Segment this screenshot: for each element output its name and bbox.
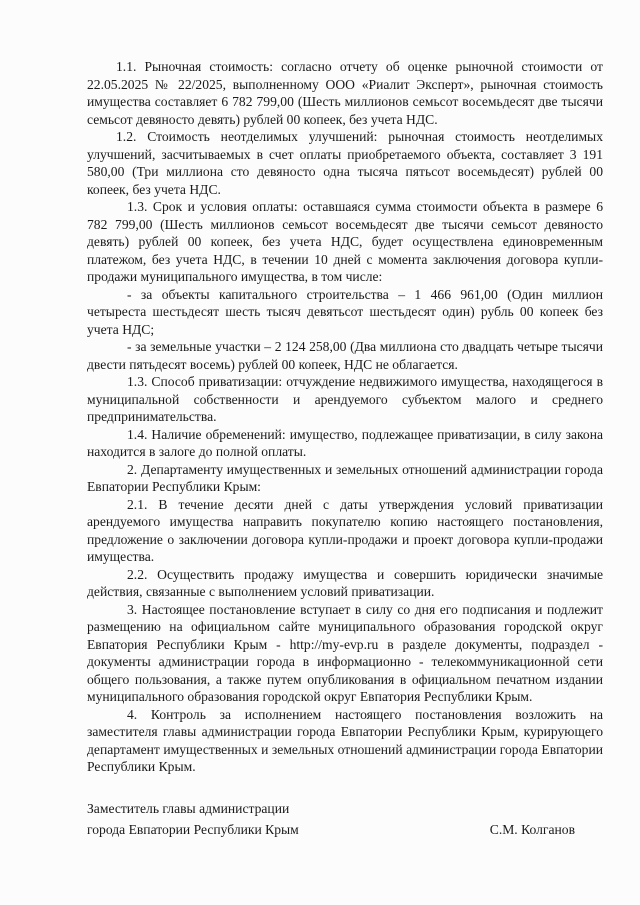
paragraph-1-2: 1.2. Стоимость неотделимых улучшений: рыночная стоимость неотделимых улучшений, засчитываемых в счет оплаты приобретаемого объекта, составляет 3 191 580,00 (Три миллиона сто девяносто одна тысяча пятьсот восемьдесят) рублей 00 копеек, без учета НДС. [87,129,603,197]
paragraph-4: 4. Контроль за исполнением настоящего постановления возложить на заместителя главы администрации города Евпатории Республики Крым, курирующего департамент имущественных и земельных отношений администрации города Евпатории Республики Крым. [87,706,603,774]
paragraph-2: 2. Департаменту имущественных и земельных отношений администрации города Евпатории Республики Крым: [87,461,603,494]
paragraph-1-4: 1.4. Наличие обременений: имущество, подлежащее приватизации, в силу закона находится в залоге до полной оплаты. [87,426,603,459]
paragraph-3: 3. Настоящее постановление вступает в силу со дня его подписания и подлежит размещению на официальном сайте муниципального образования городской округ Евпатория Республики Крым - http://my-evp.ru в разделе документы, подраздел - документы администрации города в информационно - телекоммуникационной сети общего пользования, а также путем опубликования в официальном печатном издании муниципального образования городской округ Евпатория Республики Крым. [87,601,603,704]
paragraph-1-3-payment: 1.3. Срок и условия оплаты: оставшаяся сумма стоимости объекта в размере 6 782 799,00 (Шесть миллионов семьсот восемьдесят две тысячи семьсот девяносто девять) рублей 00 копеек, без учета НДС, будет осуществлена единовременным платежом, без учета НДС, в течении 10 дней с момента заключения договора купли-продажи муниципального имущества, в том числе: [87,199,603,284]
paragraph-land-plots: - за земельные участки – 2 124 258,00 (Два миллиона сто двадцать четыре тысячи двести пятьдесят восемь) рублей 00 копеек, НДС не облагается. [87,339,603,372]
signatory-position-line2: города Евпатории Республики Крым [87,822,299,837]
paragraph-1-1: 1.1. Рыночная стоимость: согласно отчету об оценке рыночной стоимости от 22.05.2025 № 22/2025, выполненному ООО «Риалит Эксперт», рыночная стоимость имущества составляет 6 782 799,00 (Шесть миллионов семьсот восемьдесят две тысячи семьсот девяносто девять) рублей 00 копеек, без учета НДС. [87,59,603,127]
signatory-position-line1: Заместитель главы администрации [87,801,290,816]
paragraph-2-2: 2.2. Осуществить продажу имущества и совершить юридически значимые действия, связанные с выполнением условий приватизации. [87,566,603,599]
paragraph-1-3-method: 1.3. Способ приватизации: отчуждение недвижимого имущества, находящегося в муниципальной собственности и арендуемого субъектом малого и среднего предпринимательства. [87,374,603,424]
paragraph-capital-construction: - за объекты капитального строительства – 1 466 961,00 (Один миллион четыреста шестьдесят шесть тысяч девятьсот шестьдесят один) рубль 00 копеек без учета НДС; [87,286,603,337]
signature-block [87,798,603,840]
signatory-name: С.М. Колганов [489,822,575,837]
paragraph-2-1: 2.1. В течение десяти дней с даты утверждения условий приватизации арендуемого имущества направить покупателю копию настоящего постановления, предложение о заключении договора купли-продажи и проект договора купли-продажи имущества. [87,496,603,564]
document-body [87,58,603,776]
